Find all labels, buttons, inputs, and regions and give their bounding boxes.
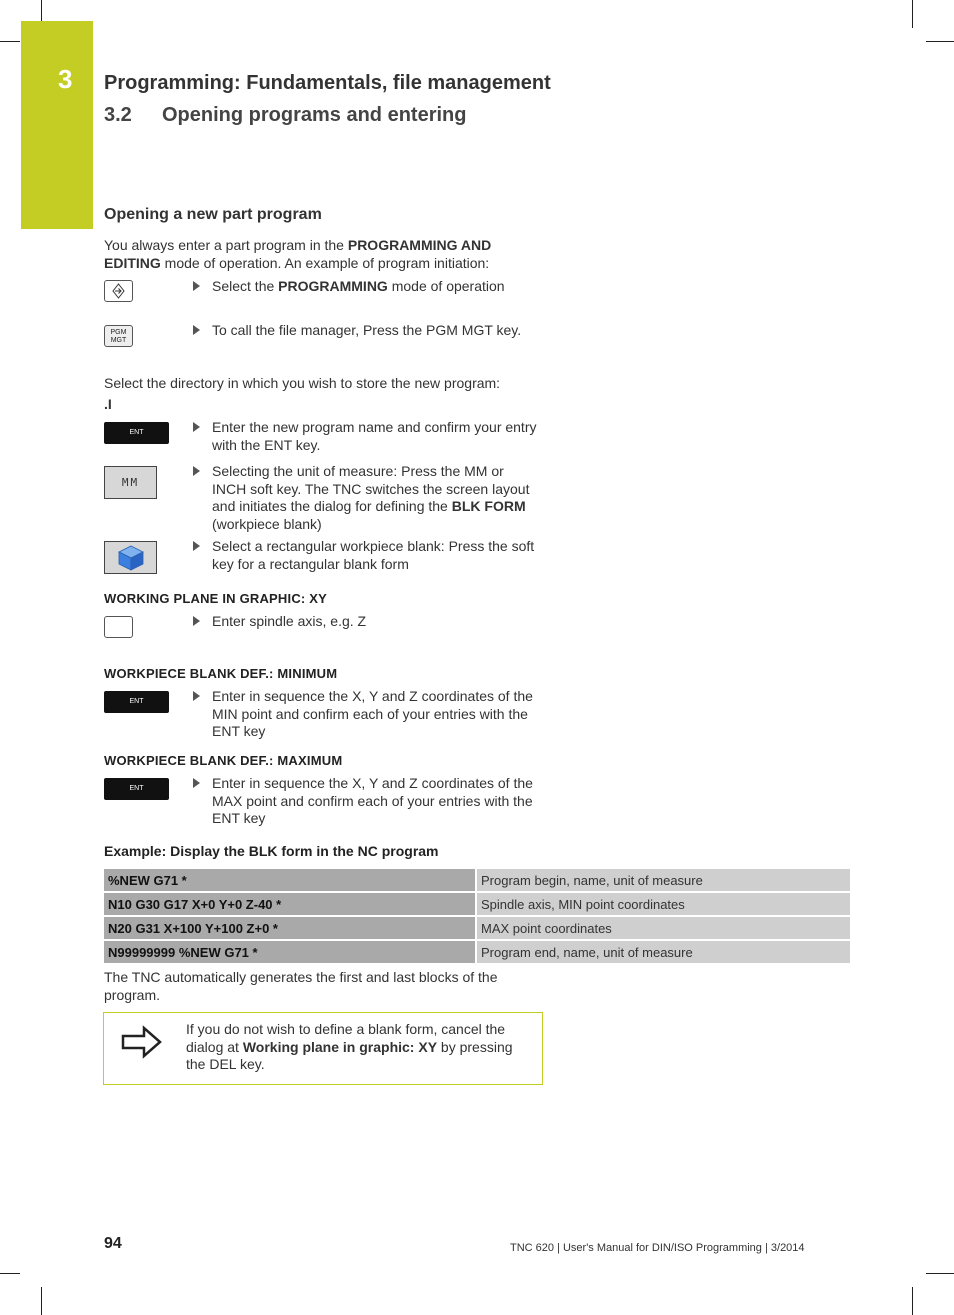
step-select-mode	[193, 278, 538, 296]
crop-mark	[0, 41, 20, 42]
step-text: Enter in sequence the X, Y and Z coordinates of the MAX point and confirm each of your entries with the ENT key	[212, 775, 533, 826]
auto-generate-text: The TNC automatically generates the first and last blocks of the program.	[104, 969, 498, 1003]
axis-key[interactable]	[104, 616, 133, 638]
note-text-start: If you do not wish to define a blank form, cancel the dialog at	[186, 1021, 506, 1055]
step-bold: BLK FORM	[451, 498, 526, 514]
table-row	[104, 941, 850, 963]
arrow-right-icon	[120, 1024, 164, 1060]
heading: Opening a new part program	[104, 206, 322, 223]
note-text-end: by pressing the DEL key.	[186, 1038, 513, 1072]
bullet-arrow-icon	[193, 691, 200, 701]
step-text-end: mode of operation	[387, 278, 505, 294]
bullet-arrow-icon	[193, 466, 200, 476]
note-text	[186, 1021, 531, 1074]
key-label: PGM	[110, 329, 127, 336]
working-plane-label: WORKING PLANE IN GRAPHIC: XY	[104, 591, 327, 606]
step-text: Enter in sequence the X, Y and Z coordinates of the MIN point and confirm each of your entries with the ENT key	[212, 688, 533, 739]
comment-cell: Program begin, name, unit of measure	[475, 869, 850, 891]
crop-mark	[912, 0, 913, 28]
crop-mark	[912, 1287, 913, 1315]
bullet-arrow-icon	[193, 281, 200, 291]
code-cell: %NEW G71 *	[104, 869, 475, 891]
pgm-mgt-key[interactable]	[104, 325, 133, 347]
section-number: 3.2	[104, 104, 132, 126]
directory-value: .I	[104, 396, 112, 412]
bullet-arrow-icon	[193, 616, 200, 626]
intro-mode: PROGRAMMING AND EDITING	[104, 237, 492, 271]
key-label: MGT	[110, 337, 127, 344]
step-spindle	[193, 613, 538, 631]
key-label: MM	[121, 476, 140, 489]
step-text: Enter spindle axis, e.g. Z	[212, 613, 367, 629]
step-max	[193, 775, 538, 828]
bullet-arrow-icon	[193, 325, 200, 335]
bullet-arrow-icon	[193, 778, 200, 788]
step-text-end: (workpiece blank)	[212, 515, 322, 532]
ent-key[interactable]: ENT	[104, 778, 169, 800]
step-unit	[193, 463, 538, 533]
step-text: To call the file manager, Press the PGM MGT key.	[212, 322, 522, 338]
comment-cell: Program end, name, unit of measure	[475, 941, 850, 963]
step-enter-name	[193, 419, 538, 454]
comment-cell: MAX point coordinates	[475, 917, 850, 939]
select-directory-text: Select the directory in which you wish to store the new program:	[104, 375, 501, 391]
page-number: 94	[104, 1235, 122, 1252]
code-cell: N99999999 %NEW G71 *	[104, 941, 475, 963]
section-title	[104, 104, 466, 127]
max-label: WORKPIECE BLANK DEF.: MAXIMUM	[104, 753, 343, 768]
crop-mark	[926, 1273, 954, 1274]
chapter-number: 3	[58, 64, 73, 94]
section-title-text: Opening programs and entering	[162, 104, 467, 126]
intro-paragraph	[104, 237, 524, 272]
example-title: Example: Display the BLK form in the NC program	[104, 843, 439, 859]
intro-text-end: mode of operation. An example of program initiation:	[160, 254, 490, 271]
cube-icon	[116, 544, 146, 572]
ent-key[interactable]: ENT	[104, 691, 169, 713]
bullet-arrow-icon	[193, 422, 200, 432]
crop-mark	[0, 1273, 20, 1274]
programming-mode-key[interactable]	[104, 280, 133, 302]
table-row	[104, 917, 850, 939]
step-blank	[193, 538, 538, 573]
rectangular-blank-softkey[interactable]	[104, 541, 157, 574]
code-cell: N20 G31 X+100 Y+100 Z+0 *	[104, 917, 475, 939]
intro-text: You always enter a part program in the	[104, 237, 348, 253]
step-bold: PROGRAMMING	[278, 278, 388, 294]
programming-mode-icon	[105, 281, 132, 301]
step-min	[193, 688, 538, 741]
chapter-title: Programming: Fundamentals, file management	[104, 72, 551, 94]
crop-mark	[41, 1287, 42, 1315]
min-label: WORKPIECE BLANK DEF.: MINIMUM	[104, 666, 338, 681]
table-row	[104, 893, 850, 915]
mm-softkey[interactable]	[104, 466, 157, 499]
note-box	[103, 1012, 543, 1085]
step-file-manager	[193, 322, 538, 340]
step-text: Selecting the unit of measure: Press the MM or INCH soft key. The TNC switches the screen layout and initiates the dialog for defining the	[212, 463, 530, 514]
ent-key[interactable]: ENT	[104, 422, 169, 444]
comment-cell: Spindle axis, MIN point coordinates	[475, 893, 850, 915]
chapter-tab	[21, 21, 93, 229]
bullet-arrow-icon	[193, 541, 200, 551]
footer-text: TNC 620 | User's Manual for DIN/ISO Programming | 3/2014	[510, 1242, 805, 1254]
example-table	[104, 867, 850, 965]
code-cell: N10 G30 G17 X+0 Y+0 Z-40 *	[104, 893, 475, 915]
step-text: Enter the new program name and confirm your entry with the ENT key.	[212, 419, 537, 453]
crop-mark	[926, 41, 954, 42]
step-text: Select the	[212, 278, 279, 294]
table-row	[104, 869, 850, 891]
note-bold: Working plane in graphic: XY	[242, 1038, 438, 1055]
step-text: Select a rectangular workpiece blank: Press the soft key for a rectangular blank form	[212, 538, 535, 572]
